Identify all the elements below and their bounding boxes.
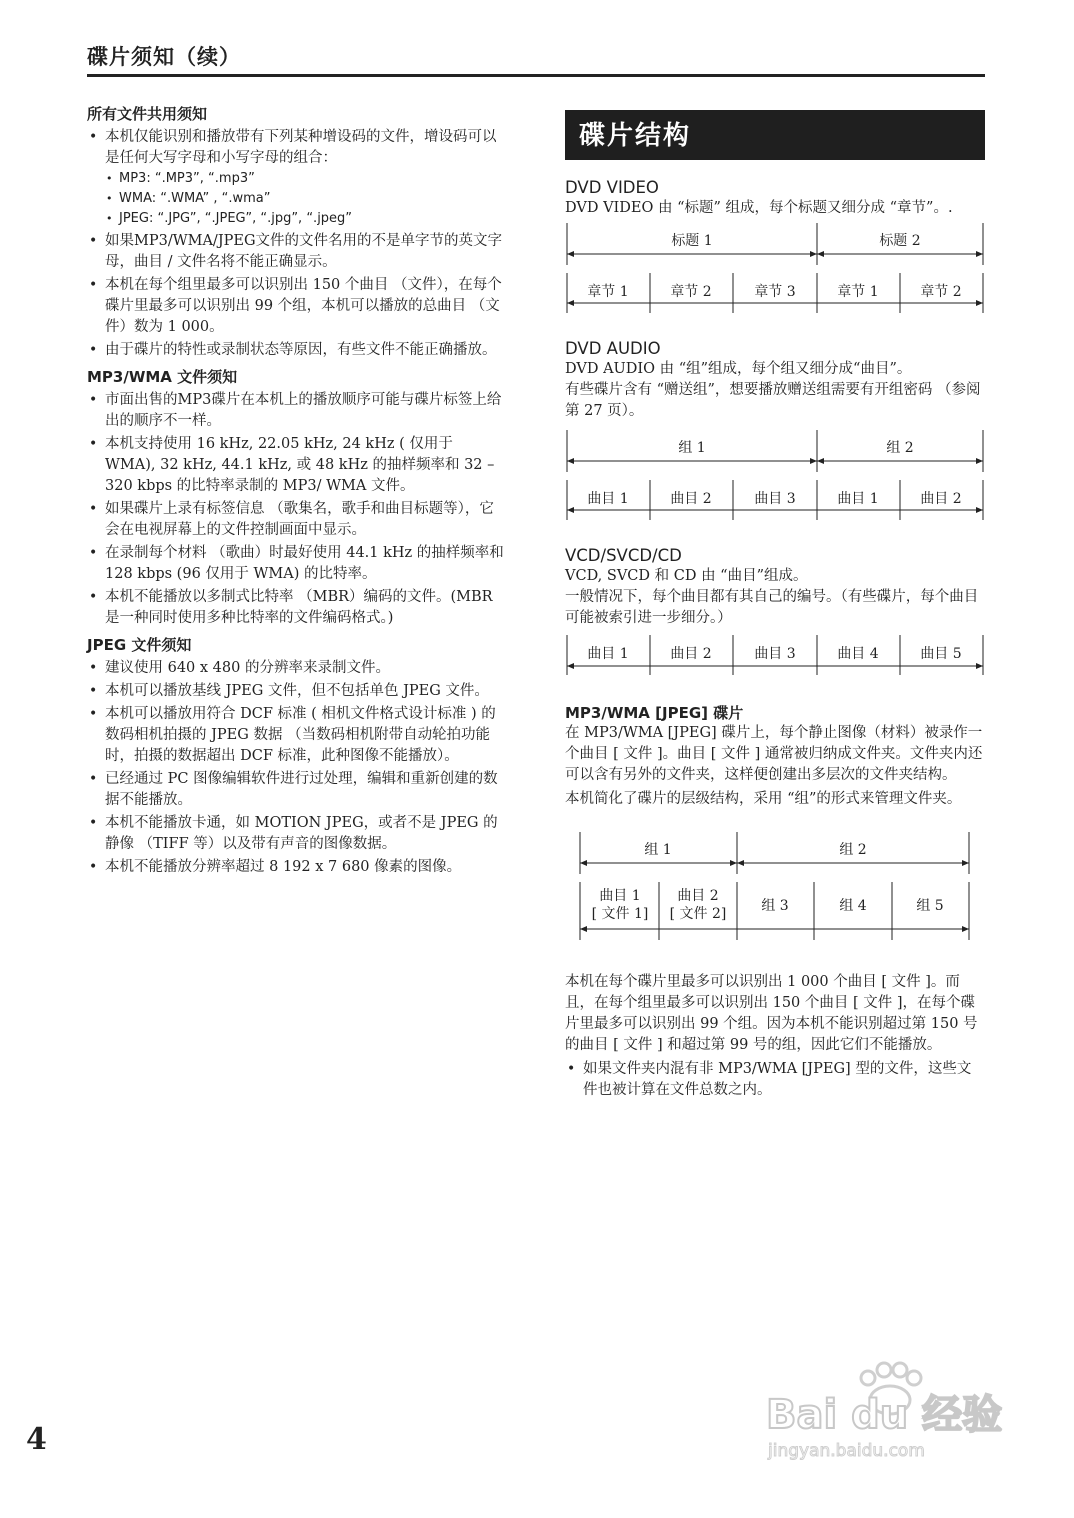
arrowhead-icon xyxy=(976,251,983,257)
right-column xyxy=(565,110,985,1103)
list-item-text: 本机仅能识别和播放带有下列某种增设码的文件，增设码可以是任何大写字母和小写字母的组合： xyxy=(105,129,497,166)
vcd-section xyxy=(565,546,985,681)
track-label: 曲目 2 xyxy=(670,491,712,507)
list-item: • 本机可以播放基线 JPEG 文件，但不包括单色 JPEG 文件。 xyxy=(87,681,507,702)
page-header xyxy=(87,42,985,77)
track-label: 曲目 1 xyxy=(837,491,879,507)
page-title: 碟片须知（续） xyxy=(87,45,241,69)
arrowhead-icon xyxy=(737,860,744,866)
arrowhead-icon xyxy=(580,926,587,932)
arrowhead-icon xyxy=(817,458,824,464)
vcd-heading: VCD/SVCD/CD xyxy=(565,546,682,565)
chapter-label: 章节 2 xyxy=(670,284,712,300)
arrowhead-icon xyxy=(976,507,983,513)
track-label: 曲目 2 xyxy=(677,888,719,904)
arrowhead-icon xyxy=(730,860,737,866)
section-mp3-wma xyxy=(87,367,507,629)
section-jpeg xyxy=(87,635,507,878)
mp3-diagram xyxy=(565,828,985,942)
chapter-label: 章节 3 xyxy=(754,284,796,300)
arrowhead-icon xyxy=(567,663,574,669)
chapter-label: 章节 1 xyxy=(587,284,629,300)
track-label: 曲目 2 xyxy=(920,491,962,507)
arrowhead-icon xyxy=(567,507,574,513)
page-number: 4 xyxy=(26,1422,47,1457)
arrowhead-icon xyxy=(810,458,817,464)
arrowhead-icon xyxy=(567,458,574,464)
bullet-list xyxy=(87,658,507,878)
dvd-video-heading: DVD VIDEO xyxy=(565,178,659,197)
mp3-limits-note: 本机在每个碟片里最多可以识别出 1 000 个曲目 [ 文件 ]。而且，在每个组里最多可以识别出 150 个曲目 [ 文件 ]，在每个碟片里最多可以识别出 99 个组。因为本机不能识别超过第 150 号的曲目 [ 文件 ] 和超过第 99 号的组，因此它们不能播放。 xyxy=(565,974,978,1053)
chapter-label: 章节 1 xyxy=(837,284,879,300)
track-label: 曲目 4 xyxy=(837,646,879,662)
title-label-1: 标题 1 xyxy=(671,233,713,249)
arrowhead-icon xyxy=(580,860,587,866)
list-item: • 建议使用 640 x 480 的分辨率来录制文件。 xyxy=(87,658,507,679)
group-label-2: 组 2 xyxy=(839,842,867,858)
vcd-index-note: 一般情况下，每个曲目都有其自己的编号。（有些碟片，每个曲目可能被索引进一步细分。） xyxy=(565,589,979,626)
extension-mp3: • MP3: “.MP3”, “.mp3” xyxy=(105,169,507,189)
section-common-files xyxy=(87,104,507,361)
list-item: • 市面出售的MP3碟片在本机上的播放顺序可能与碟片标签上给出的顺序不一样。 xyxy=(87,390,507,432)
track-label: 曲目 3 xyxy=(754,646,796,662)
arrowhead-icon xyxy=(976,458,983,464)
mp3-group-note: 本机简化了碟片的层级结构，采用 “组”的形式来管理文件夹。 xyxy=(565,791,962,807)
title-label-2: 标题 2 xyxy=(879,233,921,249)
dvd-audio-desc: DVD AUDIO 由 “组”组成，每个组又细分成“曲目”。 xyxy=(565,361,912,377)
list-item: • 本机不能播放以多制式比特率 （MBR）编码的文件。(MBR 是一种同时使用多种比特率的文件编码格式。) xyxy=(87,587,507,629)
dvd-audio-diagram xyxy=(565,426,985,520)
arrowhead-icon xyxy=(817,251,824,257)
list-item xyxy=(87,127,507,229)
mp3-heading: MP3/WMA [JPEG] 碟片 xyxy=(565,704,744,722)
track-label: 曲目 3 xyxy=(754,491,796,507)
list-item: • 本机不能播放卡通，如 MOTION JPEG，或者不是 JPEG 的静像 （TIFF 等）以及带有声音的图像数据。 xyxy=(87,813,507,855)
arrowhead-icon xyxy=(567,251,574,257)
section-heading: JPEG 文件须知 xyxy=(87,636,192,654)
section-heading: MP3/WMA 文件须知 xyxy=(87,368,238,386)
list-item: • 在录制每个材料 （歌曲）时最好使用 44.1 kHz 的抽样频率和 128 kbps (96 仅用于 WMA) 的比特率。 xyxy=(87,543,507,585)
list-item: • 本机在每个组里最多可以识别出 150 个曲目 （文件），在每个碟片里最多可以识别出 99 个组，本机可以播放的总曲目 （文件）数为 1 000。 xyxy=(87,275,507,338)
watermark-logo: Bai du 经验 xyxy=(766,1392,1003,1438)
vcd-diagram xyxy=(565,633,985,677)
track-label: 曲目 2 xyxy=(670,646,712,662)
list-item: • 如果碟片上录有标签信息 （歌集名，歌手和曲目标题等），它会在电视屏幕上的文件控制画面中显示。 xyxy=(87,499,507,541)
section-heading: 所有文件共用须知 xyxy=(87,105,208,123)
extension-wma: • WMA: “.WMA” , “.wma” xyxy=(105,189,507,209)
arrowhead-icon xyxy=(962,926,969,932)
list-item: • 由于碟片的特性或录制状态等原因，有些文件不能正确播放。 xyxy=(87,340,507,361)
dvd-audio-section xyxy=(565,339,985,524)
track-label: 曲目 1 xyxy=(587,646,629,662)
arrowhead-icon xyxy=(567,300,574,306)
dvd-video-desc: DVD VIDEO 由 “标题” 组成，每个标题又细分成 “章节”。. xyxy=(565,200,953,216)
dvd-video-diagram xyxy=(565,219,985,313)
extension-list xyxy=(105,169,507,229)
arrowhead-icon xyxy=(962,860,969,866)
file-label: [ 文件 1] xyxy=(591,906,649,922)
list-item: • 本机可以播放用符合 DCF 标准 ( 相机文件格式设计标准 ) 的数码相机拍摄的 JPEG 数据 （当数码相机附带自动轮拍功能时，拍摄的数据超出 DCF 标准，此种图像不能播放）。 xyxy=(87,704,507,767)
bullet-list xyxy=(87,127,507,361)
arrowhead-icon xyxy=(810,251,817,257)
track-label: 曲目 5 xyxy=(920,646,962,662)
section-banner: 碟片结构 xyxy=(565,110,985,160)
list-item: • 本机不能播放分辨率超过 8 192 x 7 680 像素的图像。 xyxy=(87,857,507,878)
group-label-2: 组 2 xyxy=(886,440,914,456)
bullet-list xyxy=(565,1059,985,1101)
bullet-list xyxy=(87,390,507,629)
vcd-desc: VCD, SVCD 和 CD 由 “曲目”组成。 xyxy=(565,568,808,584)
chapter-label: 章节 2 xyxy=(920,284,962,300)
list-item: • 本机支持使用 16 kHz, 22.05 kHz, 24 kHz ( 仅用于 WMA), 32 kHz, 44.1 kHz, 或 48 kHz 的抽样频率和 32 – 320 kbps 的比特率录制的 MP3/ WMA 文件。 xyxy=(87,434,507,497)
group-label: 组 5 xyxy=(916,898,944,914)
group-label-1: 组 1 xyxy=(678,440,706,456)
group-label: 组 3 xyxy=(761,898,789,914)
file-label: [ 文件 2] xyxy=(669,906,727,922)
dvd-audio-heading: DVD AUDIO xyxy=(565,339,661,358)
watermark-url: jingyan.baidu.com xyxy=(768,1441,925,1461)
group-label: 组 4 xyxy=(839,898,867,914)
arrowhead-icon xyxy=(976,300,983,306)
track-label: 曲目 1 xyxy=(599,888,641,904)
extension-jpeg: • JPEG: “.JPG”, “.JPEG”, “.jpg”, “.jpeg” xyxy=(105,209,507,229)
list-item: • 如果MP3/WMA/JPEG文件的文件名用的不是单字节的英文字母，曲目 / 文件名将不能正确显示。 xyxy=(87,231,507,273)
left-column xyxy=(87,104,507,884)
dvd-audio-bonus-note: 有些碟片含有 “赠送组”，想要播放赠送组需要有开组密码 （参阅第 27 页）。 xyxy=(565,382,981,419)
track-label: 曲目 1 xyxy=(587,491,629,507)
list-item: • 已经通过 PC 图像编辑软件进行过处理，编辑和重新创建的数据不能播放。 xyxy=(87,769,507,811)
arrowhead-icon xyxy=(976,663,983,669)
dvd-video-section xyxy=(565,178,985,317)
baidu-watermark xyxy=(760,1356,1020,1466)
group-label-1: 组 1 xyxy=(644,842,672,858)
list-item: • 如果文件夹内混有非 MP3/WMA [JPEG] 型的文件，这些文件也被计算在文件总数之内。 xyxy=(565,1059,985,1101)
mp3-section xyxy=(565,703,985,1101)
mp3-desc: 在 MP3/WMA [JPEG] 碟片上，每个静止图像（材料）被录作一个曲目 [ 文件 ]。曲目 [ 文件 ] 通常被归纳成文件夹。文件夹内还可以含有另外的文件夹，这样便创建出多层次的文件夹结构。 xyxy=(565,725,983,783)
